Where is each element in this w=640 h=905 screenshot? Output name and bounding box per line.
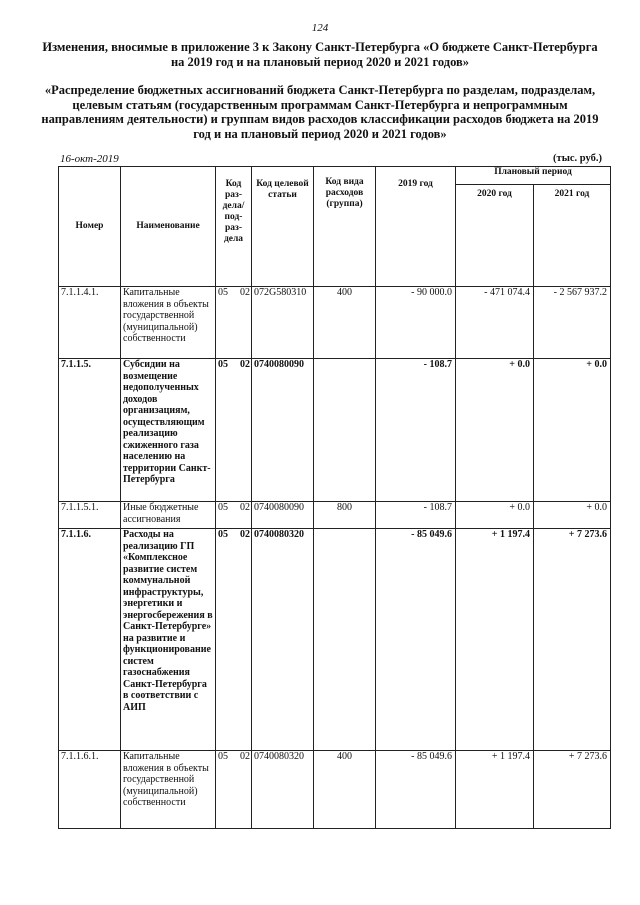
row-type: [314, 529, 376, 751]
row-2021: + 7 273.6: [534, 751, 611, 829]
col-header-2021: 2021 год: [534, 185, 611, 287]
row-2019: - 108.7: [376, 502, 456, 529]
table-row: [59, 529, 611, 751]
row-section: 05: [216, 287, 234, 359]
col-header-planned: Плановый период: [456, 167, 611, 185]
table-row: [59, 287, 611, 359]
row-section: 05: [216, 529, 234, 751]
row-target: 072G580310: [252, 287, 314, 359]
row-2020: - 471 074.4: [456, 287, 534, 359]
row-name: Иные бюджетные ассигнования: [121, 502, 216, 529]
row-number: 7.1.1.4.1.: [59, 287, 121, 359]
row-2019: - 85 049.6: [376, 751, 456, 829]
table-row: [59, 502, 611, 529]
row-section: 05: [216, 359, 234, 502]
row-2019: - 90 000.0: [376, 287, 456, 359]
row-number: 7.1.1.5.1.: [59, 502, 121, 529]
row-target: 0740080090: [252, 502, 314, 529]
row-2021: - 2 567 937.2: [534, 287, 611, 359]
row-2021: + 0.0: [534, 359, 611, 502]
row-2020: + 0.0: [456, 359, 534, 502]
row-name: Расходы на реализацию ГП «Комплексное развитие систем коммунальной инфраструктуры, энергетики и энергосбережения в Санкт-Петербурге» на развитие и функционирование систем газоснабжения Санкт-Петербурга в соответствии с АИП: [121, 529, 216, 751]
row-2019: - 108.7: [376, 359, 456, 502]
row-subsection: 02: [234, 529, 252, 751]
row-type: [314, 359, 376, 502]
units-label: (тыс. руб.): [553, 153, 602, 164]
col-header-name: Наименование: [121, 167, 216, 287]
row-2020: + 1 197.4: [456, 751, 534, 829]
col-header-2019: 2019 год: [376, 167, 456, 287]
col-header-target: Код целевой статьи: [252, 167, 314, 287]
document-date: 16-окт-2019: [60, 153, 119, 165]
row-type: 400: [314, 751, 376, 829]
row-2021: + 0.0: [534, 502, 611, 529]
table-row: [59, 751, 611, 829]
row-2020: + 1 197.4: [456, 529, 534, 751]
table-row: [59, 359, 611, 502]
row-number: 7.1.1.6.: [59, 529, 121, 751]
row-target: 0740080090: [252, 359, 314, 502]
document-title: Изменения, вносимые в приложение 3 к Закону Санкт-Петербурга «О бюджете Санкт-Петербурга на 2019 год и на плановый период 2020 и 2021 годов»: [42, 40, 598, 69]
row-target: 0740080320: [252, 529, 314, 751]
row-type: 400: [314, 287, 376, 359]
row-subsection: 02: [234, 751, 252, 829]
col-header-number: Номер: [59, 167, 121, 287]
row-number: 7.1.1.6.1.: [59, 751, 121, 829]
row-section: 05: [216, 751, 234, 829]
col-header-2020: 2020 год: [456, 185, 534, 287]
col-header-type: Код вида расходов (группа): [314, 167, 376, 287]
row-type: 800: [314, 502, 376, 529]
row-subsection: 02: [234, 502, 252, 529]
row-2020: + 0.0: [456, 502, 534, 529]
row-subsection: 02: [234, 359, 252, 502]
row-name: Субсидии на возмещение недополученных доходов организациям, осуществляющим реализацию сжиженного газа населению на территории Санкт-Петербурга: [121, 359, 216, 502]
row-number: 7.1.1.5.: [59, 359, 121, 502]
row-target: 0740080320: [252, 751, 314, 829]
row-section: 05: [216, 502, 234, 529]
document-subtitle: «Распределение бюджетных ассигнований бюджета Санкт-Петербурга по разделам, подразделам, целевым статьям (государственным программам Санкт-Петербурга и непрограммным направлениям деятельности) и группам видов расходов классификации расходов бюджета на 2019 год и на плановый период 2020 и 2021 годов»: [41, 83, 599, 141]
row-name: Капитальные вложения в объекты государственной (муниципальной) собственности: [121, 751, 216, 829]
row-name: Капитальные вложения в объекты государственной (муниципальной) собственности: [121, 287, 216, 359]
page-number: 124: [311, 22, 329, 34]
col-header-section: Код раз-дела/ под-раз-дела: [216, 167, 252, 287]
row-subsection: 02: [234, 287, 252, 359]
row-2019: - 85 049.6: [376, 529, 456, 751]
row-2021: + 7 273.6: [534, 529, 611, 751]
budget-table: [58, 166, 611, 829]
